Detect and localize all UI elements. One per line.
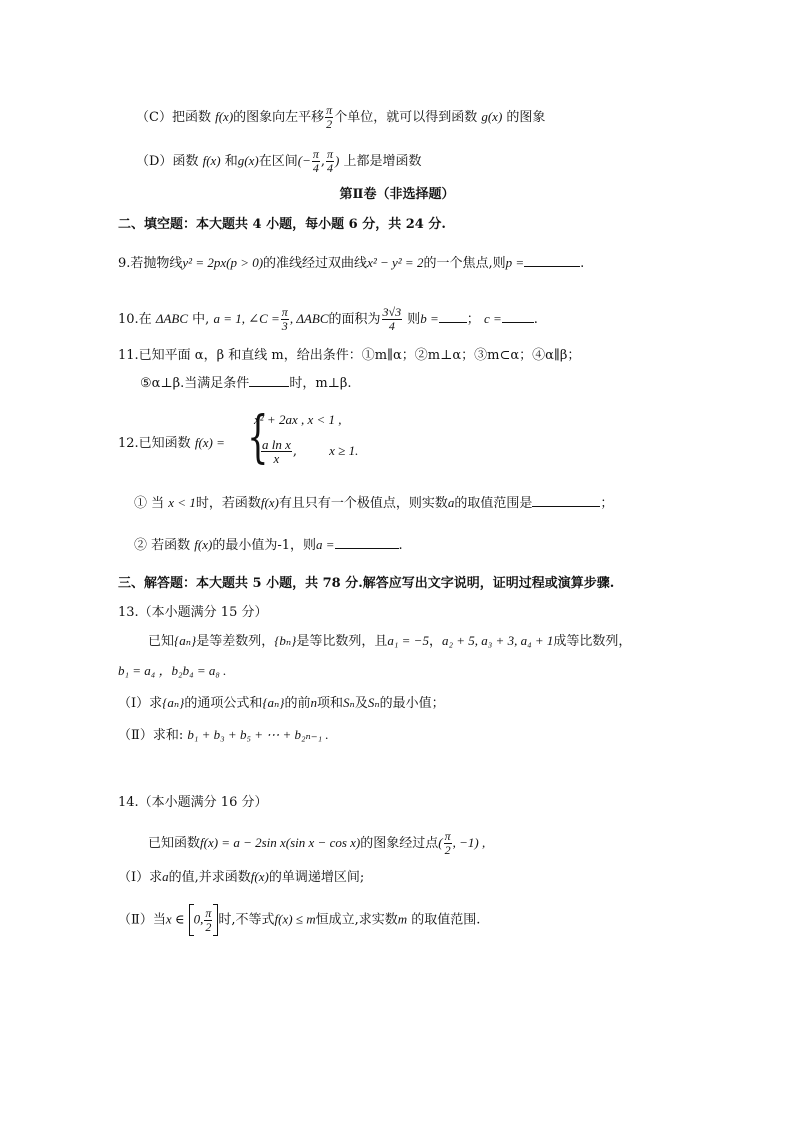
- answer-blank: [439, 310, 467, 323]
- section2-title: 二、填空题：本大题共 4 小题，每小题 6 分，共 24 分.: [118, 217, 446, 232]
- question-12-sub1: ① 当 x < 1时，若函数f(x)有且只有一个极值点，则实数a的取值范围是 ；: [134, 495, 614, 511]
- question-14-part2: （Ⅱ）当x ∈ 0, $\frac{\pi}{2}$ 时,不等式f(x) ≤ m恒成立,求实数m 的取值范围.: [118, 904, 480, 936]
- answer-blank: [249, 374, 289, 387]
- question-11-line2: ⑤α⊥β.当满足条件 时，m⊥β.: [140, 376, 352, 391]
- piecewise-case-1: x² + 2ax , x < 1 ,: [254, 412, 342, 427]
- question-13-line1: 已知{aₙ}是等差数列，{bₙ}是等比数列，且a₁ = −5，a₂ + 5, a₃ + 3, a₄ + 1成等比数列，: [148, 633, 632, 649]
- question-14-line1: 已知函数f(x) = a − 2sin x(sin x − cos x)的图象经过点( $\frac{\pi}{2}$ , −1) ,: [148, 829, 486, 857]
- question-13-part2: （Ⅱ）求和: b₁ + b₃ + b₅ + ⋯ + b₂ₙ₋₁ .: [118, 727, 329, 743]
- answer-blank: [524, 254, 580, 267]
- question-14-header: 14.（本小题满分 16 分）: [118, 795, 268, 810]
- fraction: $\frac{\pi}{2}$: [326, 103, 333, 131]
- question-12: 12.已知函数 f(x) =: [118, 435, 225, 451]
- option-d-label: （D）: [136, 154, 173, 169]
- option-c-label: （C）: [136, 110, 172, 125]
- question-13-header: 13.（本小题满分 15 分）: [118, 605, 268, 620]
- option-d: （D）函数 f(x) 和g(x)在区间(− $\frac{\pi}{4}$ , $\frac{\pi}{4}$ ) 上都是增函数: [136, 147, 422, 175]
- answer-blank: [502, 310, 534, 323]
- answer-blank: [532, 494, 600, 507]
- question-12-sub2: ② 若函数 f(x)的最小值为-1，则a = .: [134, 537, 403, 553]
- section3-title: 三、解答题：本大题共 5 小题，共 78 分.解答应写出文字说明，证明过程或演算步骤.: [118, 576, 615, 591]
- piecewise-case-2: $\frac{\text{a ln x}}{x}$ , x ≥ 1.: [262, 437, 359, 466]
- answer-blank: [335, 536, 399, 549]
- question-10: 10.在 ΔABC 中, a = 1, ∠C = $\frac{\pi}{3}$ , ΔABC的面积为 $\frac{3√3}{4}$ 则b = ； c = .: [118, 305, 538, 333]
- question-13-line2: b₁ = a₄ ，b₂b₄ = a₈ .: [118, 663, 227, 678]
- piecewise-brace: {: [247, 405, 269, 470]
- option-c: （C）把函数 f(x)的图象向左平移 $\frac{\pi}{2}$ 个单位，就可以得到函数 g(x) 的图象: [136, 103, 546, 131]
- question-13-part1: （Ⅰ）求{aₙ}的通项公式和{aₙ}的前n项和Sₙ及Sₙ的最小值；: [118, 695, 445, 711]
- question-11-line1: 11.已知平面 α，β 和直线 m，给出条件：①m∥α；②m⊥α；③m⊂α；④α∥β；: [118, 348, 581, 363]
- part2-title: 第Ⅱ卷（非选择题）: [339, 187, 455, 202]
- question-9: 9.若抛物线y² = 2px(p > 0)的准线经过双曲线x² − y² = 2的一个焦点,则p = .: [118, 255, 585, 271]
- question-14-part1: （Ⅰ）求a的值,并求函数f(x)的单调递增区间;: [118, 869, 365, 885]
